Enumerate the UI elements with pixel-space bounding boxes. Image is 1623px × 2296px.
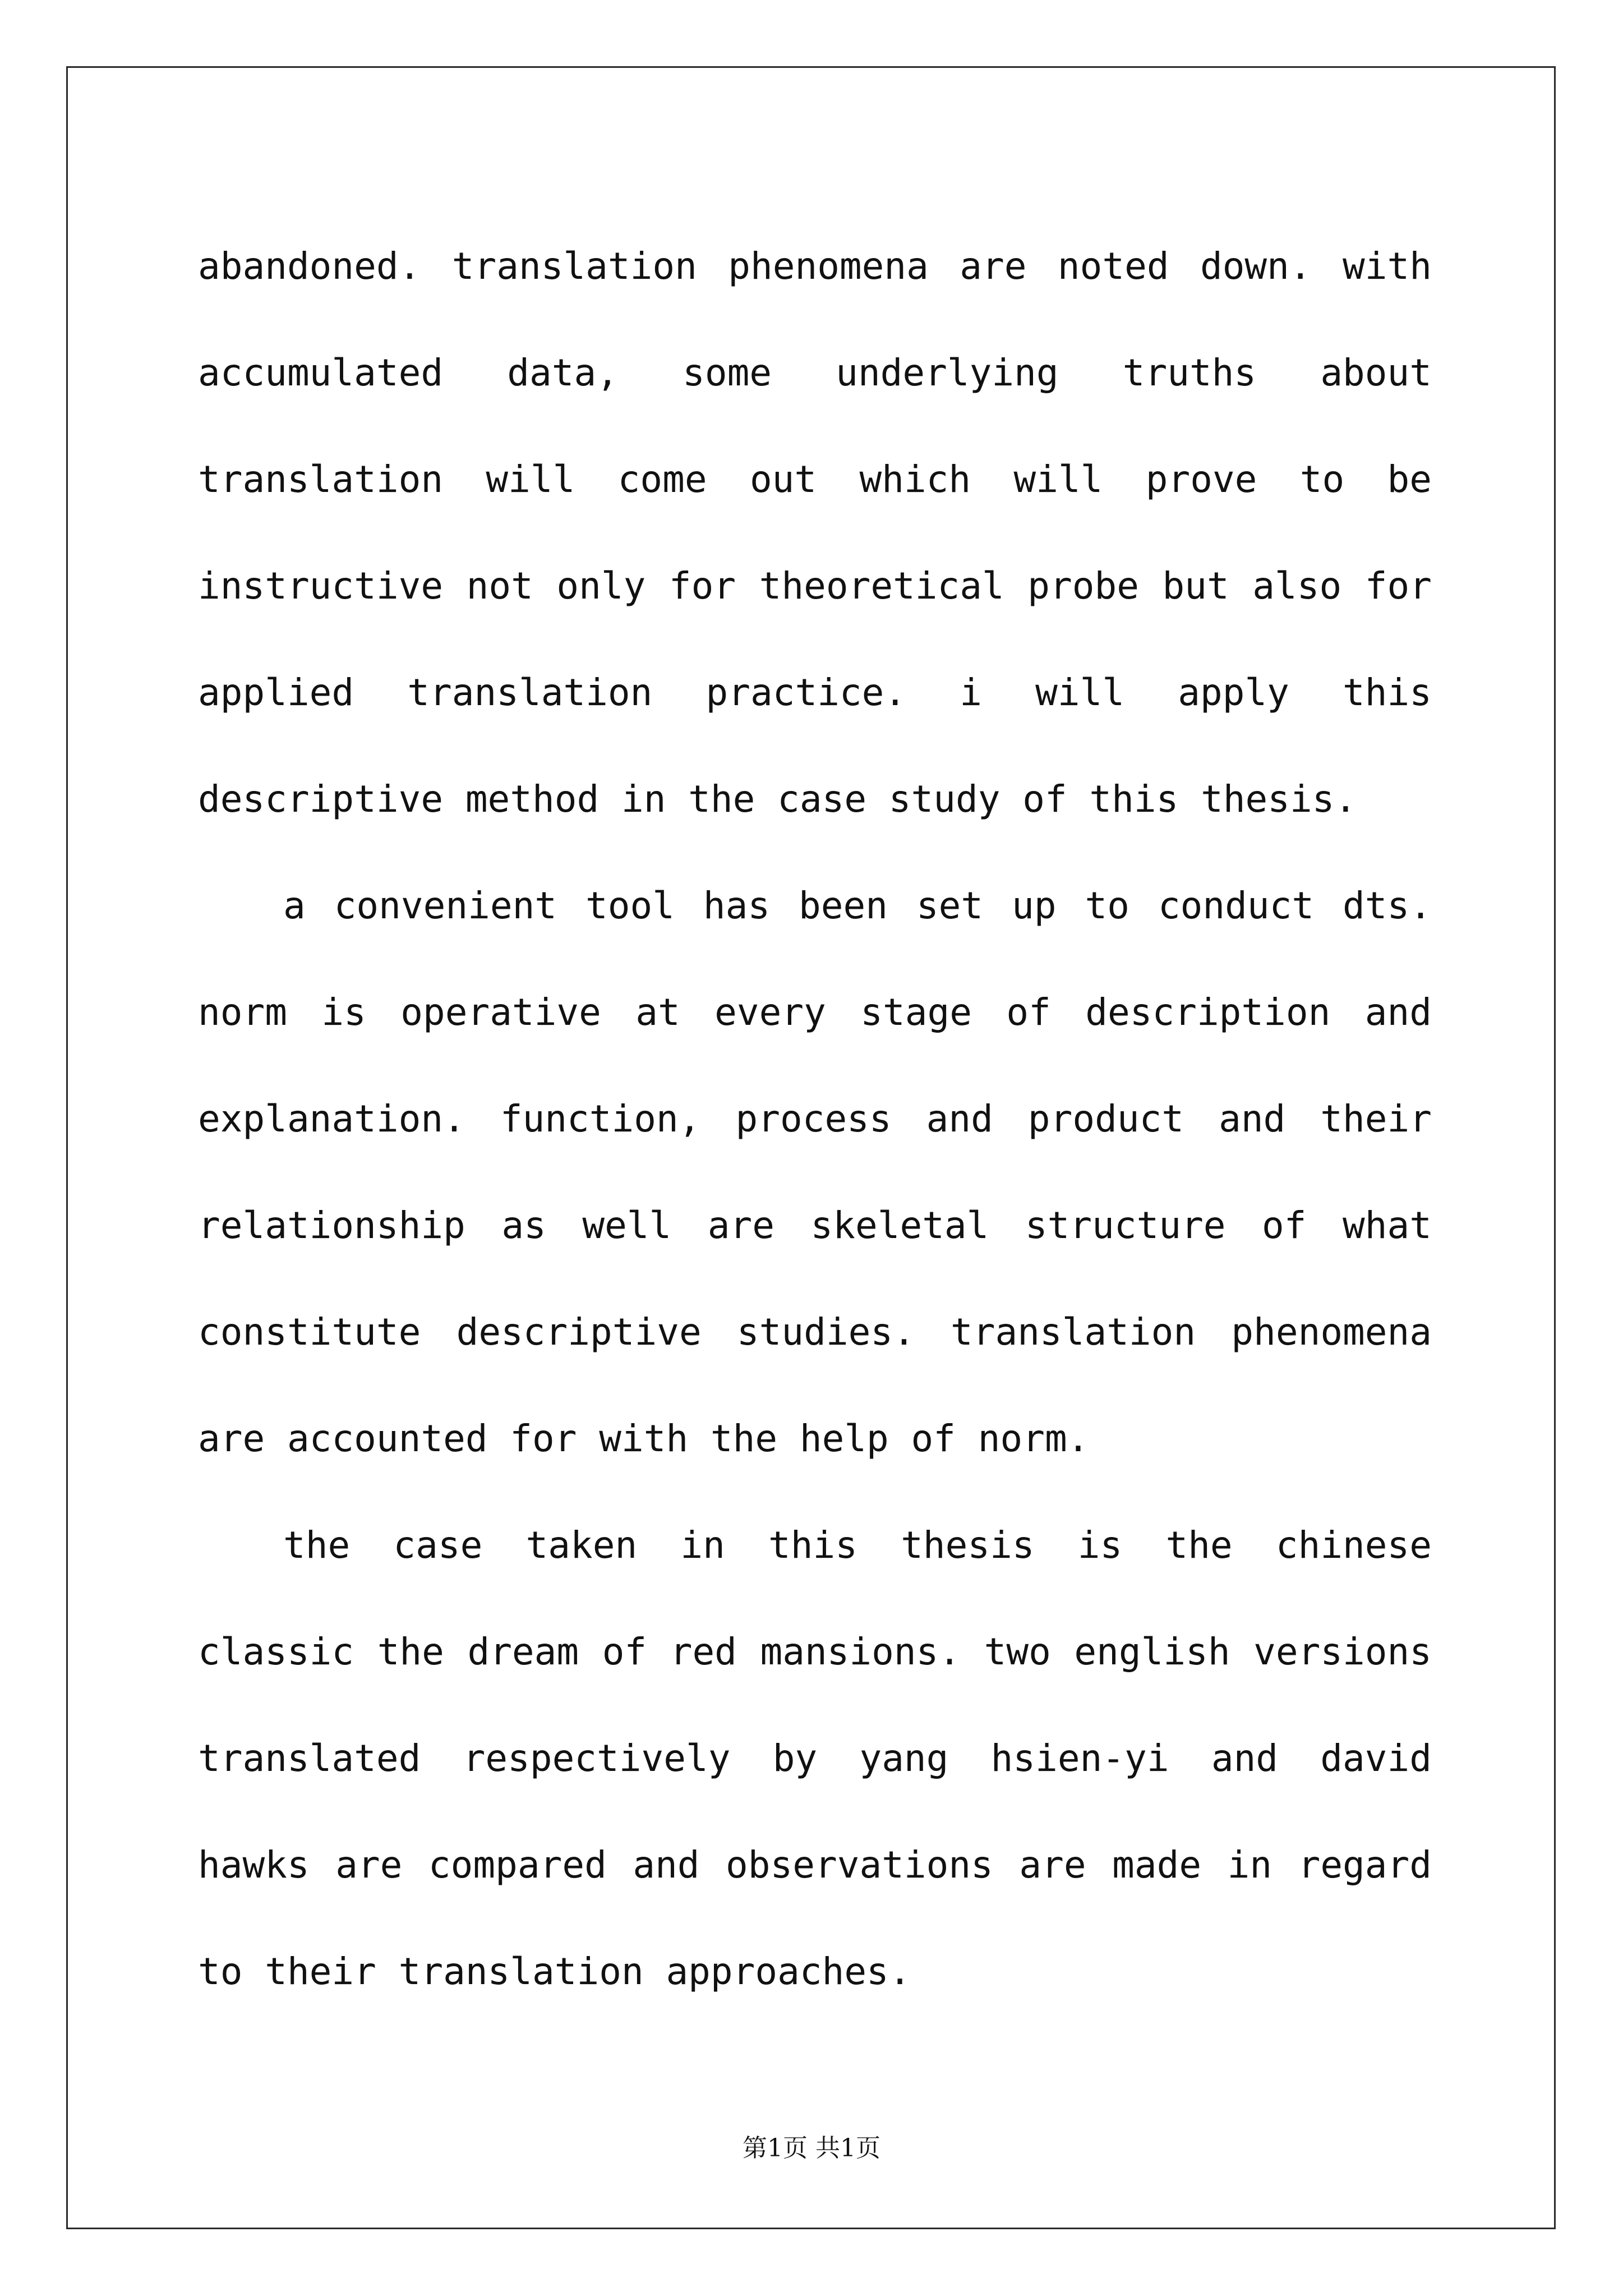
page-number-footer: 第1页 共1页 — [743, 2134, 880, 2162]
paragraph-1: abandoned. translation phenomena are noted down. with accumulated data, some underlying truths about translation will come out which will prove to be instructive not only for theoretical probe but also for applied translation practice. i will apply this descriptive method in the case study of this thesis. — [198, 245, 1432, 821]
paragraph-3: the case taken in this thesis is the chinese classic the dream of red mansions. two english versions translated respectively by yang hsien-yi and david hawks are compared and observations are made in regard to their translation approaches. — [198, 1524, 1432, 1993]
paragraph-2: a convenient tool has been set up to conduct dts. norm is operative at every stage of description and explanation. function, process and product and their relationship as well are skeletal structure of what constitute descriptive studies. translation phenomena are accounted for with the help of norm. — [198, 884, 1432, 1460]
document-body — [198, 213, 1432, 2025]
